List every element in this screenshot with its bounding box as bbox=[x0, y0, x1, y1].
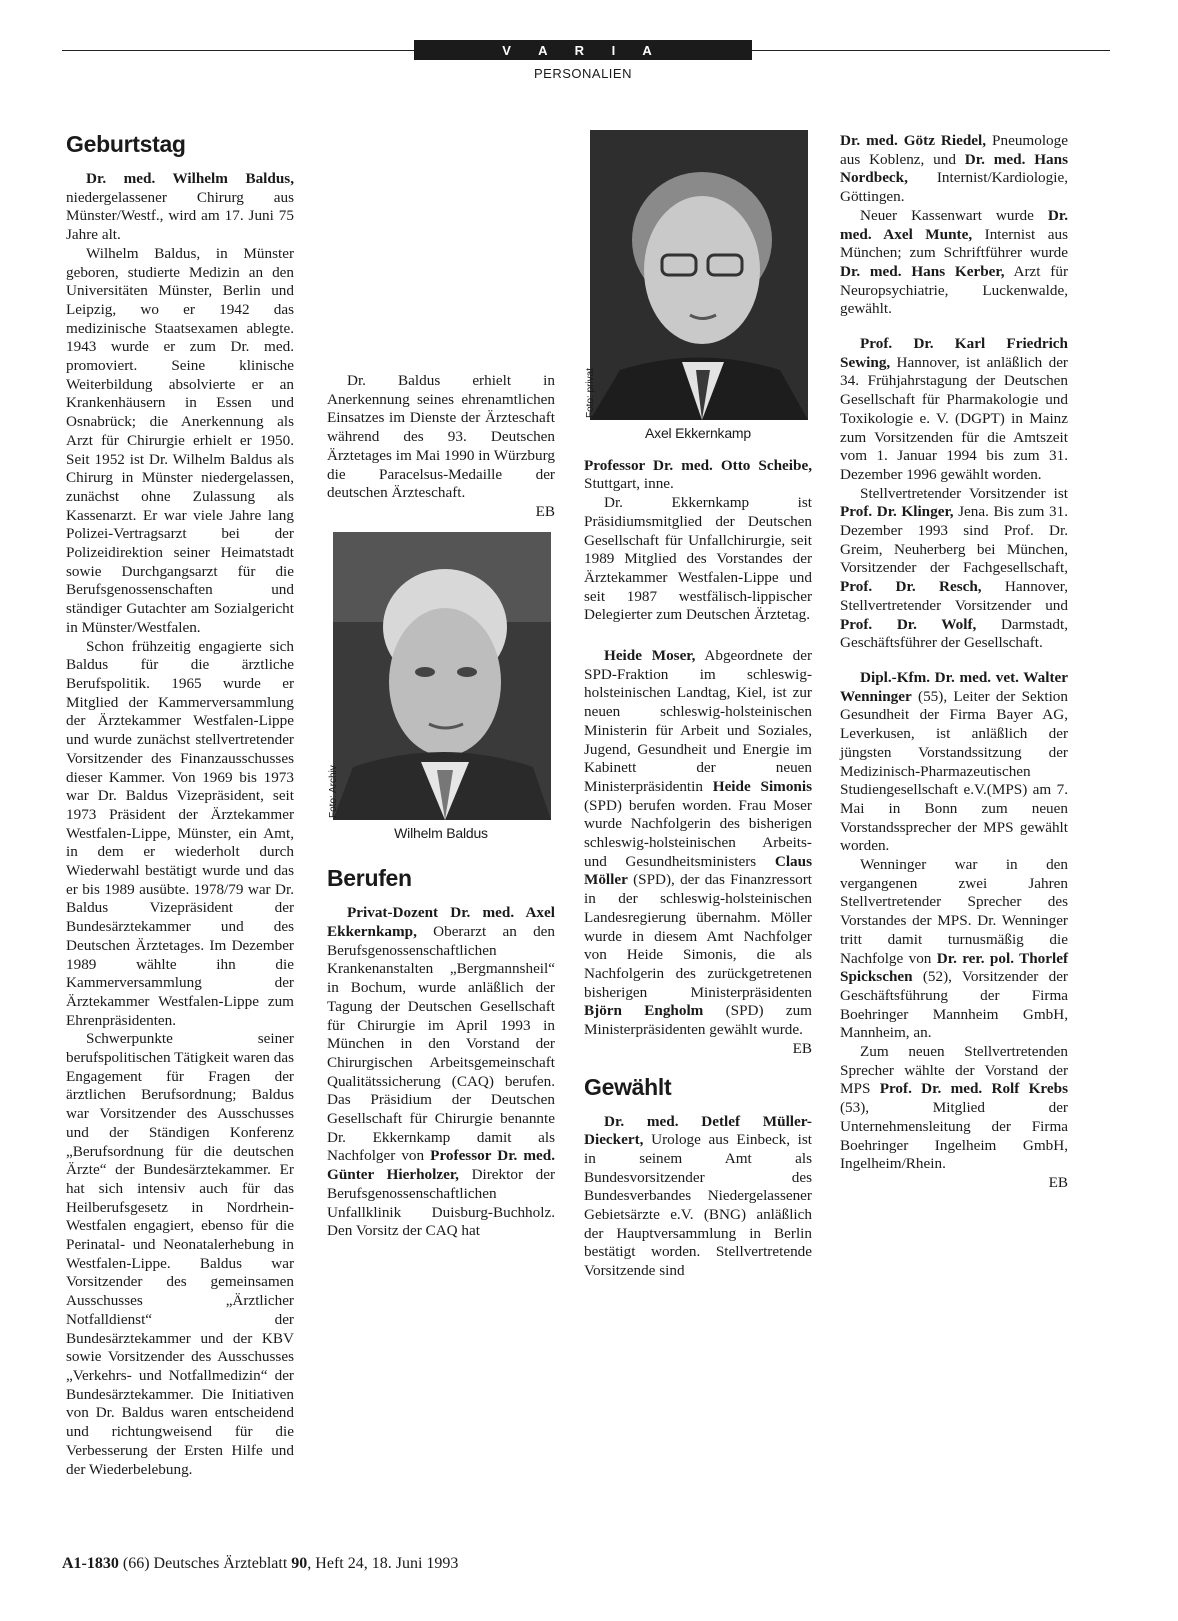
paragraph bbox=[840, 207, 1068, 319]
column-1 bbox=[66, 130, 294, 1479]
paragraph bbox=[840, 132, 1068, 207]
text: Hannover, Stellvertretender Vorsitzender und bbox=[840, 578, 1069, 614]
person-name: Professor Dr. med. Otto Scheibe, bbox=[584, 456, 812, 474]
column-4 bbox=[840, 132, 1068, 1193]
paragraph bbox=[840, 856, 1068, 1043]
paragraph: Dr. Baldus erhielt in Anerkennung seines ehrenamtlichen Einsatzes im Dienste der Ärzteschaft während des 93. Deutschen Ärztetages im Mai 1990 in Würzburg die Paracelsus-Medaille der deutschen Ärzteschaft. bbox=[327, 372, 555, 502]
person-name: Prof. Dr. Klinger, bbox=[840, 503, 954, 521]
paragraph bbox=[840, 485, 1068, 653]
section-bar bbox=[414, 40, 752, 60]
text: Internist aus München; zum Schriftführer wurde bbox=[840, 225, 1068, 262]
paragraph bbox=[840, 1043, 1068, 1174]
header-rule-left bbox=[62, 50, 414, 51]
text: (SPD) berufen worden. Frau Moser wurde Nachfolgerin des bisherigen schleswig-holsteinischen Arbeits- und Gesundheitsministers bbox=[584, 796, 812, 870]
footer-text: (66) Deutsches Ärzteblatt bbox=[122, 1555, 292, 1572]
person-name: Prof. Dr. Wolf, bbox=[840, 615, 977, 633]
text: niedergelassener Chirurg aus Münster/Westf., wird am 17. Juni 75 Jahre alt. bbox=[66, 188, 294, 244]
paragraph: Schwerpunkte seiner berufspolitischen Tätigkeit waren das Engagement für Fragen der ärztlichen Berufsordnung; Baldus war Vorsitzender des Ausschusses und der Ständigen Konferenz „Berufsordnung für die deutschen Ärzte“ der Bundesärztekammer. Er hat sich intensiv auch für das Heilberufsgesetz in Nordrhein-Westfalen engagiert, ebenso für die Perinatal- und Neonatalerhebung in Westfalen-Lippe. Baldus war Vorsitzender des gemeinsamen Ausschusses „Ärztlicher Notfalldienst“ der Bundesärztekammer und der KBV sowie Vorsitzender des Ausschusses „Verkehrs- und Notfallmedizin“ der Bundesärztekammer. Die Initiativen von Dr. Baldus waren entscheidend und richtungweisend für die Verbesserung der Ersten Hilfe und der Wiederbelebung. bbox=[66, 1030, 294, 1478]
text: (SPD), der das Finanzressort in der schleswig-holsteinischen Landesregierung übernahm. Möller wurde in diesem Amt Nachfolger von Heide Simonis, die als Nachfolgerin des zurückgetretenen bisherigen Ministerpräsidenten bbox=[584, 871, 812, 1001]
photo-caption: Axel Ekkernkamp bbox=[645, 425, 751, 441]
text: Stuttgart, inne. bbox=[584, 475, 674, 493]
paragraph bbox=[840, 669, 1068, 856]
paragraph bbox=[584, 647, 812, 1040]
text: Zum neuen Stellvertretenden Sprecher wählte der Vorstand der MPS bbox=[840, 1043, 1068, 1098]
person-name: Dr. med. Hans Kerber, bbox=[840, 262, 1005, 280]
signature: EB bbox=[792, 1039, 812, 1057]
text: Internist/Kardiologie, Göttingen. bbox=[840, 169, 1068, 206]
heading-berufen: Berufen bbox=[327, 865, 412, 892]
text: (53), Mitglied der Unternehmensleitung der Firma Boehringer Ingelheim GmbH, Ingelheim/Rhein. bbox=[840, 1099, 1068, 1173]
signature: EB bbox=[1048, 1173, 1068, 1191]
person-name: Heide Moser, bbox=[604, 647, 696, 665]
person-name: Prof. Dr. Resch, bbox=[840, 578, 982, 596]
subsection-label: PERSONALIEN bbox=[534, 66, 632, 81]
paragraph: Dr. Ekkernkamp ist Präsidiumsmitglied der Deutschen Gesellschaft für Unfallchirurgie, seit 1989 Mitglied des Vorstandes der Ärztekammer Westfalen-Lippe und seit 1987 westfälisch-lippischer Delegierter zum Deutschen Ärztetag. bbox=[584, 494, 812, 624]
text: Pneumologe aus Koblenz, und bbox=[840, 132, 1068, 168]
section-label: V A R I A bbox=[502, 42, 664, 58]
column-2 bbox=[327, 372, 555, 1241]
person-name: Dr. med. Götz Riedel, bbox=[840, 132, 987, 149]
text: (55), Leiter der Sektion Gesundheit der Firma Bayer AG, Leverkusen, ist anläßlich der jüngsten Vorstandssitzung der Medizinisch-Pharmazeutischen Studiengesellschaft e.V.(MPS) am 7. Mai in Bonn zum neuen Vorstandssprecher der MPS gewählt worden. bbox=[840, 687, 1068, 855]
person-name: Claus Möller bbox=[584, 852, 812, 889]
page-code: A1-1830 bbox=[62, 1555, 119, 1572]
text: Urologe aus Einbeck, ist in seinem Amt als Bundesvorsitzender des Bundesverbandes Niedergelassener Gebietsärzte e.V. (BNG) anläßlich der Hauptversammlung in Berlin bestätigt worden. Stellvertretende Vorsitzende sind bbox=[584, 1131, 812, 1280]
person-name: Privat-Dozent Dr. med. Axel Ekkernkamp, bbox=[327, 904, 555, 941]
person-name: Dipl.-Kfm. Dr. med. vet. Walter Wenninger bbox=[840, 668, 1068, 705]
text: (52), Vorsitzender der Geschäftsführung der Firma Boehringer Mannheim GmbH, Mannheim, an. bbox=[840, 968, 1068, 1042]
text: Wenninger war in den vergangenen zwei Jahren Stellvertretender Sprecher des Vorstandes der MPS. Dr. Wenninger tritt damit turnusmäßig die Nachfolge von bbox=[840, 856, 1068, 967]
person-name: Dr. med. Wilhelm Baldus, bbox=[86, 170, 294, 187]
person-name: Björn Engholm bbox=[584, 1002, 704, 1020]
paragraph bbox=[584, 1113, 812, 1281]
person-name: Professor Dr. med. Günter Hierholzer, bbox=[327, 1147, 556, 1184]
text: Arzt für Neuropsychiatrie, Luckenwalde, gewählt. bbox=[840, 262, 1069, 318]
person-name: Dr. med. Hans Nordbeck, bbox=[840, 150, 1068, 187]
text: Neuer Kassenwart wurde bbox=[860, 206, 1048, 224]
column-3 bbox=[584, 130, 812, 1281]
person-name: Dr. med. Axel Munte, bbox=[840, 206, 1068, 243]
heading-gewaehlt: Gewählt bbox=[584, 1073, 672, 1100]
photo-baldus bbox=[333, 532, 551, 820]
photo-credit: Foto: Archiv bbox=[328, 764, 339, 818]
paragraph bbox=[327, 904, 555, 1241]
photo-ekkernkamp bbox=[590, 130, 808, 420]
person-name: Prof. Dr. Karl Friedrich Sewing, bbox=[840, 335, 1068, 371]
text: Abgeordnete der SPD-Fraktion im schleswig-holsteinischen Landtag, Kiel, ist zur neuen schleswig-holsteinischen Ministerin für Arbeit und Soziales, Jugend, Gesundheit und Energie im Kabinett der neuen Ministerpräsidentin bbox=[584, 647, 813, 795]
person-name: Dr. rer. pol. Thorlef Spickschen bbox=[840, 949, 1068, 986]
person-name: Heide Simonis bbox=[712, 777, 812, 795]
paragraph: Schon frühzeitig engagierte sich Baldus für die ärztliche Berufspolitik. 1965 wurde er Mitglied der Kammerversammlung der Ärztekammer Westfalen-Lippe und wurde zunächst stellvertretender Vorsitzender des Finanzausschusses dieser Kammer. Von 1969 bis 1973 war Dr. Baldus Vizepräsident, seit 1973 Präsident der Ärztekammer Westfalen-Lippe, Münster, ein Amt, in dem er wiederholt durch Wiederwahl bestätigt wurde und das er bis 1989 ausübte. 1978/79 war Dr. Baldus Vizepräsident der Bundesärztekammer und des Deutschen Ärztetages. Im Dezember 1989 wählte ihn die Kammerversammlung der Ärztekammer Westfalen-Lippe zum Ehrenpräsidenten. bbox=[66, 637, 294, 1029]
text: Hannover, ist anläßlich der 34. Frühjahrstagung der Deutschen Gesellschaft für Pharmakologie und Toxikologie e. V. (DGPT) in Mainz zum Vorsitzenden für die Amtszeit vom 1. Januar 1994 bis zum 31. Dezember 1996 gewählt worden. bbox=[840, 353, 1068, 483]
photo-baldus-figure bbox=[327, 532, 555, 843]
volume-number: 90 bbox=[291, 1555, 308, 1572]
header-rule-right bbox=[752, 50, 1110, 51]
text: Oberarzt an den Berufsgenossenschaftlichen Krankenanstalten „Bergmannsheil“ in Bochum, wurde anläßlich der Tagung der Deutschen Gesellschaft für Chirurgie im April 1993 in München in den Vorstand der Chirurgischen Arbeitsgemeinschaft Qualitätssicherung (CAQ) berufen. Das Präsidium der Deutschen Gesellschaft für Chirurgie benannte Dr. Ekkernkamp damit als Nachfolger von bbox=[327, 923, 555, 1165]
photo-ekkernkamp-figure bbox=[584, 130, 812, 443]
page-footer bbox=[62, 1555, 458, 1573]
photo-caption: Wilhelm Baldus bbox=[394, 824, 488, 841]
person-name: Prof. Dr. med. Rolf Krebs bbox=[879, 1080, 1068, 1098]
heading-geburtstag: Geburtstag bbox=[66, 131, 186, 157]
photo-credit: Foto: privat bbox=[585, 367, 596, 418]
text: Jena. Bis zum 31. Dezember 1993 sind Prof. Dr. Greim, Neuherberg bei München, Vorsitzender der Fachgesellschaft, bbox=[840, 503, 1068, 577]
text: Stellvertretender Vorsitzender ist bbox=[860, 484, 1068, 502]
paragraph bbox=[584, 457, 812, 494]
paragraph bbox=[66, 170, 294, 245]
paragraph: Wilhelm Baldus, in Münster geboren, studierte Medizin an den Universitäten Münster, Berlin und Leipzig, wo er 1942 das medizinische Staatsexamen ablegte. 1943 wurde er zum Dr. med. promoviert. Seine klinische Weiterbildung absolvierte er an Krankenhäusern in Essen und Osnabrück; die Anerkennung als Arzt für Chirurgie erhielt er 1950. Seit 1952 ist Dr. Wilhelm Baldus als Chirurg in Münster niedergelassen, zunächst ohne Zulassung als Kassenarzt. Er war viele Jahre lang Polizei-Vertragsarzt bei der Polizeidirektion seiner Heimatstadt sowie Durchgangsarzt für die Berufsgenossenschaften und ständiger Gutachter am Sozialgericht in Münster/Westfalen. bbox=[66, 244, 294, 636]
person-name: Dr. med. Detlef Müller-Dieckert, bbox=[584, 1112, 812, 1149]
text: (SPD) zum Ministerpräsidenten gewählt wurde. bbox=[584, 1002, 812, 1039]
text: Direktor der Berufsgenossenschaftlichen Unfallklinik Duisburg-Buchholz. Den Vorsitz der CAQ hat bbox=[327, 1166, 555, 1240]
footer-text: , Heft 24, 18. Juni 1993 bbox=[307, 1555, 459, 1572]
text: Darmstadt, Geschäftsführer der Gesellschaft. bbox=[840, 615, 1069, 652]
signature: EB bbox=[535, 502, 555, 520]
paragraph bbox=[840, 335, 1068, 485]
